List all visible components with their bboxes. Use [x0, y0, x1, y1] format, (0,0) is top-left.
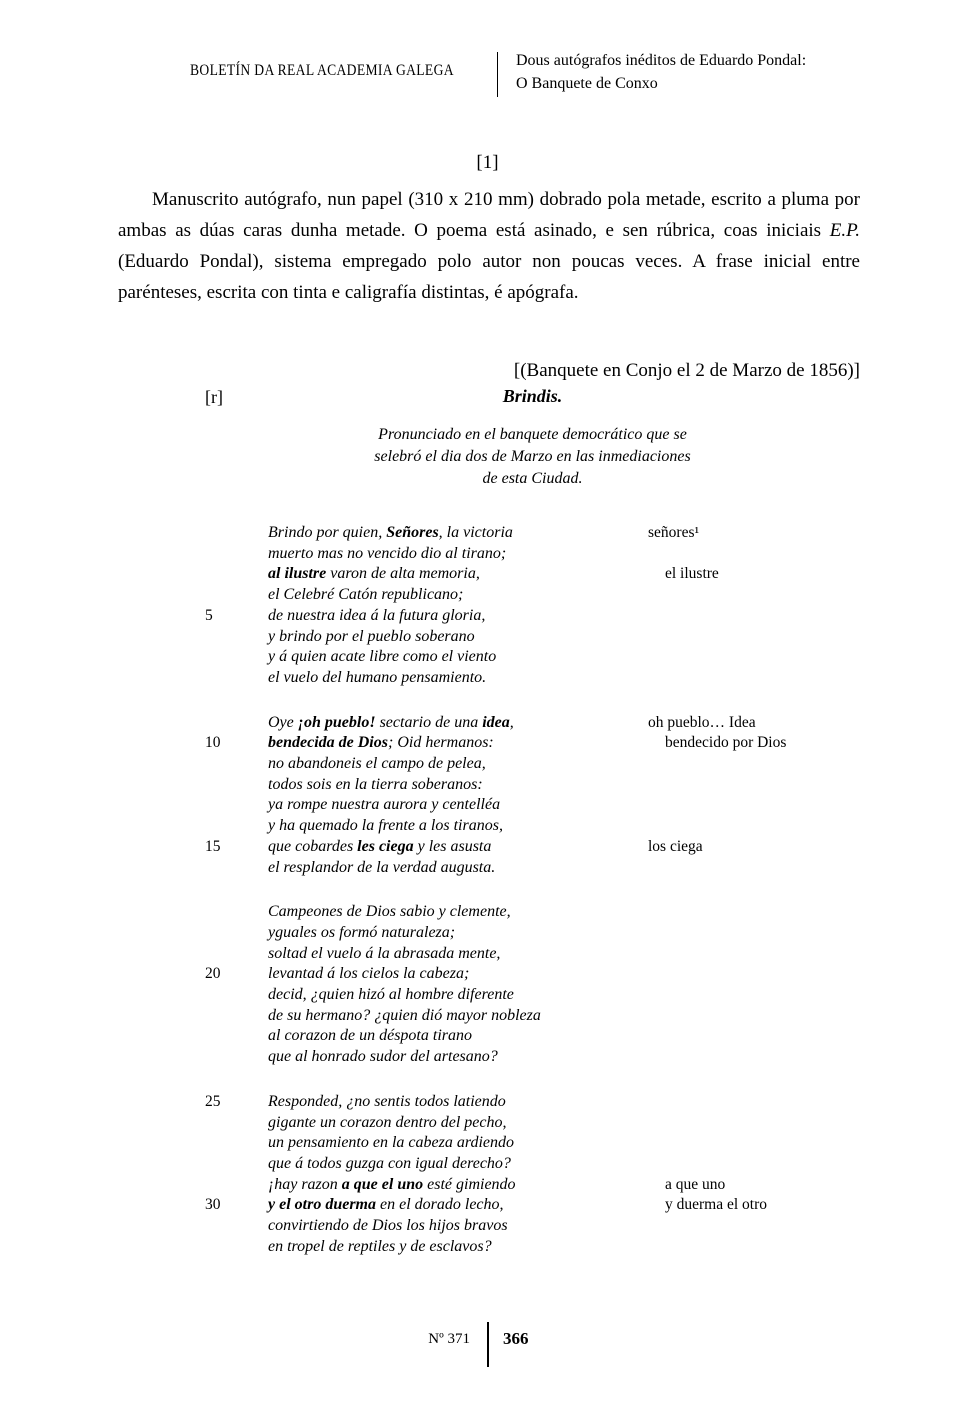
verse-line: [205, 1133, 967, 1154]
verse-text: que á todos guzga con igual derecho?: [268, 1154, 511, 1172]
line-number: [205, 544, 268, 565]
verse-text: convirtiendo de Dios los hijos bravos: [268, 1217, 508, 1235]
line-number: [205, 1006, 268, 1027]
line-number: [205, 1175, 268, 1196]
folio-marker: [r]: [205, 387, 223, 407]
line-number: 25: [205, 1092, 221, 1110]
verse-text: soltad el vuelo á la abrasada mente,: [268, 944, 501, 962]
verse-line: [205, 1026, 967, 1047]
margin-note: [648, 668, 967, 689]
verse-line: [205, 564, 967, 585]
line-number: [205, 1237, 268, 1258]
margin-note: [648, 1113, 967, 1134]
margin-note: [648, 1216, 967, 1237]
line-number: [205, 668, 268, 689]
margin-note: el ilustre: [665, 565, 719, 583]
header-divider: [497, 52, 498, 97]
line-number: [205, 1026, 268, 1047]
verse-line: [205, 1195, 967, 1216]
verse-line: [205, 902, 967, 923]
line-number: [205, 1154, 268, 1175]
verse-text: en tropel de reptiles y de esclavos?: [268, 1237, 492, 1255]
verse-line: [205, 1216, 967, 1237]
line-number: [205, 795, 268, 816]
verse-text: yguales os formó naturaleza;: [268, 923, 456, 941]
line-number: [205, 1047, 268, 1068]
line-number: [205, 816, 268, 837]
verse-text: de nuestra idea á la futura gloria,: [268, 606, 486, 624]
intro-paragraph: Manuscrito autógrafo, nun papel (310 x 210 mm) dobrado pola metade, escrito a pluma por ambas as dúas caras dunha metade. O poema está asinado, e sen rúbrica, coas iniciais E.P. (Eduardo Pondal), sistema empregado polo autor non poucas veces. A frase inicial entre parénteses, escrita con tinta e caligrafía distintas, é apógrafa.: [118, 189, 860, 303]
verse-line: [205, 544, 967, 565]
line-number: [205, 627, 268, 648]
poem-stanzas: [205, 523, 967, 1282]
verse-line: [205, 837, 967, 858]
verse-line: [205, 1092, 967, 1113]
epigraph-line: Pronunciado en el banquete democrático que se: [378, 426, 687, 443]
margin-note: [648, 1133, 967, 1154]
verse-line: [205, 816, 967, 837]
margin-note: [648, 923, 967, 944]
verse-text: que cobardes les ciega y les asusta: [268, 837, 492, 855]
line-number: [205, 647, 268, 668]
journal-title: BOLETÍN DA REAL ACADEMIA GALEGA: [190, 62, 454, 79]
verse-line: [205, 964, 967, 985]
section-number: [1]: [476, 152, 499, 173]
line-number: 5: [205, 606, 213, 624]
verse-line: [205, 1113, 967, 1134]
verse-text: Responded, ¿no sentis todos latiendo: [268, 1092, 506, 1110]
verse-text: gigante un corazon dentro del pecho,: [268, 1113, 507, 1131]
margin-note: [648, 1047, 967, 1068]
margin-note: los ciega: [648, 837, 703, 855]
article-title-line2: O Banquete de Conxo: [516, 75, 658, 92]
line-number: [205, 923, 268, 944]
margin-note: [648, 816, 967, 837]
verse-text: y el otro duerma en el dorado lecho,: [268, 1196, 504, 1214]
margin-note: [648, 754, 967, 775]
margin-note: [648, 795, 967, 816]
verse-text: el vuelo del humano pensamiento.: [268, 668, 487, 686]
margin-note: a que uno: [665, 1175, 726, 1193]
verse-text: Brindo por quien, Señores, la victoria: [268, 524, 513, 541]
line-number: [205, 985, 268, 1006]
margin-note: [648, 944, 967, 965]
stanza: [205, 523, 967, 689]
verse-line: [205, 795, 967, 816]
verse-line: [205, 1175, 967, 1196]
margin-note: señores¹: [648, 524, 700, 541]
margin-note: [648, 1006, 967, 1027]
verse-text: decid, ¿quien hizó al hombre diferente: [268, 986, 514, 1004]
line-number: [205, 775, 268, 796]
verse-line: [205, 668, 967, 689]
verse-text: y brindo por el pueblo soberano: [268, 627, 475, 645]
verse-line: [205, 985, 967, 1006]
line-number: [205, 1133, 268, 1154]
line-number: 15: [205, 837, 221, 855]
verse-text: muerto mas no vencido dio al tirano;: [268, 544, 507, 562]
footer-page-number: 366: [503, 1329, 529, 1348]
line-number: [205, 585, 268, 606]
verse-text: que al honrado sudor del artesano?: [268, 1048, 498, 1066]
margin-note: [648, 627, 967, 648]
verse-text: todos sois en la tierra soberanos:: [268, 775, 483, 793]
verse-text: y á quien acate libre como el viento: [268, 648, 497, 666]
stanza: [205, 1092, 967, 1258]
margin-note: [648, 1092, 967, 1113]
verse-text: bendecida de Dios; Oid hermanos:: [268, 734, 494, 752]
verse-text: no abandoneis el campo de pelea,: [268, 755, 486, 773]
line-number: [205, 944, 268, 965]
margin-note: [648, 585, 967, 606]
verse-line: [205, 713, 967, 734]
poem-title: Brindis.: [502, 386, 563, 406]
margin-note: [648, 1154, 967, 1175]
verse-text: el resplandor de la verdad augusta.: [268, 858, 496, 876]
verse-line: [205, 523, 967, 544]
verse-line: [205, 1047, 967, 1068]
article-title-line1: Dous autógrafos inéditos de Eduardo Pondal:: [516, 52, 807, 69]
verse-line: [205, 858, 967, 879]
line-number: [205, 902, 268, 923]
line-number: [205, 564, 268, 585]
margin-note: [648, 775, 967, 796]
verse-text: Oye ¡oh pueblo! sectario de una idea,: [268, 713, 514, 731]
verse-line: [205, 733, 967, 754]
verse-text: al corazon de un déspota tirano: [268, 1027, 472, 1045]
verse-line: [205, 754, 967, 775]
epigraph-line: selebró el dia dos de Marzo en las inmediaciones: [374, 448, 691, 465]
verse-text: Campeones de Dios sabio y clemente,: [268, 903, 511, 921]
verse-line: [205, 606, 967, 627]
margin-note: [648, 606, 967, 627]
verse-text: de su hermano? ¿quien dió mayor nobleza: [268, 1006, 541, 1024]
verse-line: [205, 627, 967, 648]
line-number: 30: [205, 1196, 221, 1214]
margin-note: [648, 1237, 967, 1258]
line-number: [205, 523, 268, 544]
stanza: [205, 713, 967, 879]
verse-line: [205, 647, 967, 668]
margin-note: [648, 964, 967, 985]
footer-divider: [487, 1322, 489, 1367]
article-title: [516, 49, 806, 95]
poem-epigraph: [205, 424, 860, 490]
verse-text: ya rompe nuestra aurora y centelléa: [268, 796, 501, 814]
line-number: [205, 858, 268, 879]
verse-line: [205, 775, 967, 796]
margin-note: [648, 647, 967, 668]
margin-note: y duerma el otro: [665, 1196, 768, 1214]
line-number: [205, 713, 268, 734]
verse-line: [205, 923, 967, 944]
verse-line: [205, 585, 967, 606]
stanza: [205, 902, 967, 1068]
verse-text: el Celebré Catón republicano;: [268, 586, 464, 604]
line-number: [205, 754, 268, 775]
margin-note: [648, 544, 967, 565]
verse-line: [205, 944, 967, 965]
verse-text: levantad á los cielos la cabeza;: [268, 965, 470, 983]
line-number: [205, 1113, 268, 1134]
verse-text: al ilustre varon de alta memoria,: [268, 565, 480, 583]
verse-text: un pensamiento en la cabeza ardiendo: [268, 1134, 515, 1152]
footer-issue: Nº 371: [428, 1331, 470, 1347]
verse-line: [205, 1237, 967, 1258]
line-number: 20: [205, 965, 221, 983]
margin-note: [648, 985, 967, 1006]
margin-note: oh pueblo… Idea: [648, 713, 756, 731]
apograph-heading: [(Banquete en Conjo el 2 de Marzo de 1856)]: [513, 360, 860, 381]
verse-text: y ha quemado la frente a los tiranos,: [268, 817, 503, 835]
margin-note: [648, 858, 967, 879]
epigraph-line: de esta Ciudad.: [482, 470, 583, 487]
line-number: [205, 1216, 268, 1237]
margin-note: [648, 1026, 967, 1047]
line-number: 10: [205, 734, 221, 752]
margin-note: bendecido por Dios: [665, 734, 787, 752]
margin-note: [648, 902, 967, 923]
verse-text: ¡hay razon a que el uno esté gimiendo: [268, 1175, 516, 1193]
verse-line: [205, 1006, 967, 1027]
verse-line: [205, 1154, 967, 1175]
